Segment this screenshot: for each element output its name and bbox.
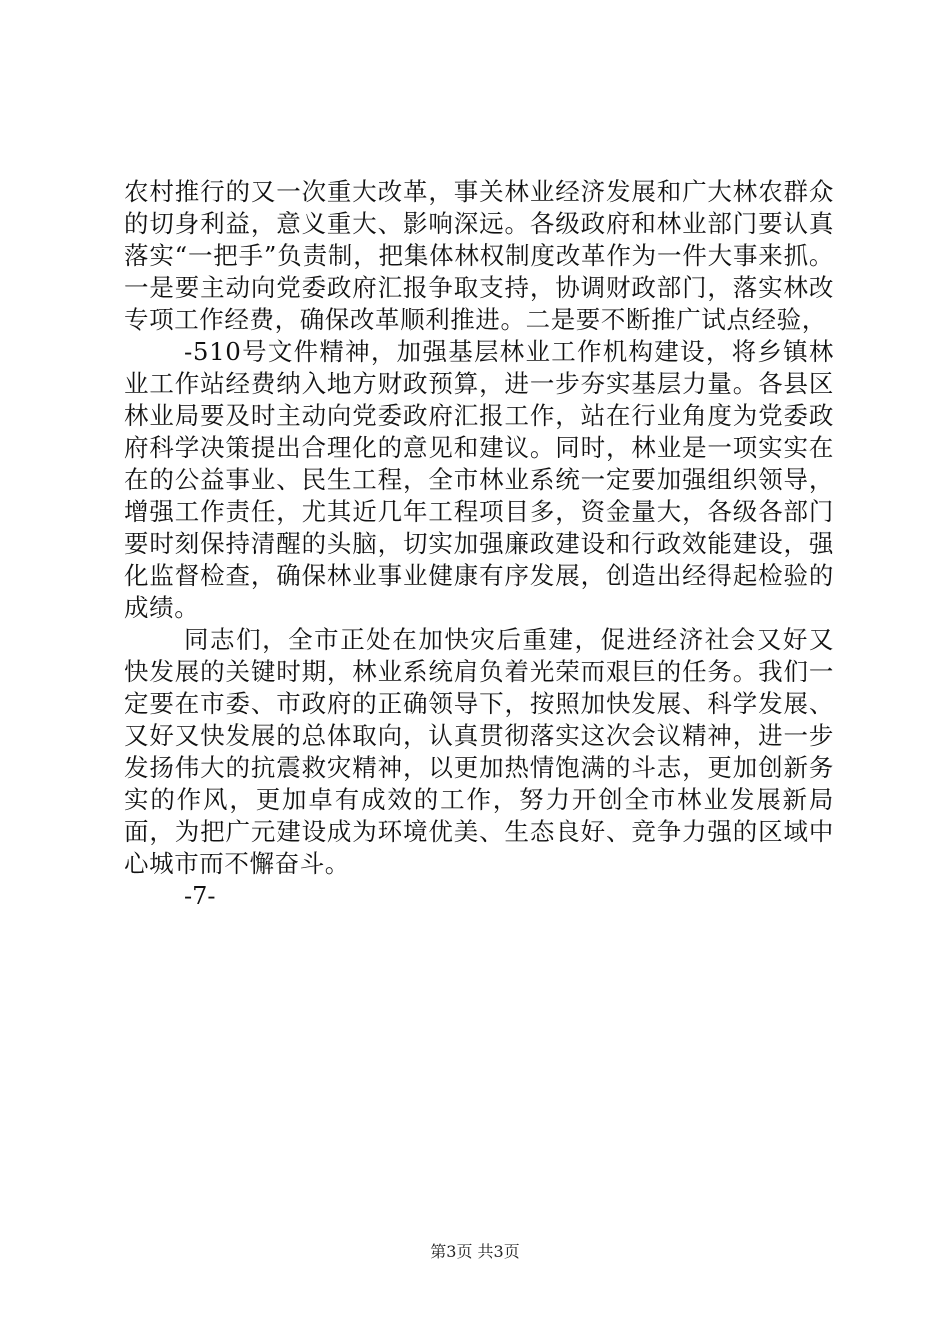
inline-page-number: -7- <box>184 882 216 910</box>
page-footer: 第3页 共3页 <box>430 1242 520 1261</box>
paragraph-3: 同志们，全市正处在加快灾后重建，促进经济社会又好又快发展的关键时期，林业系统肩负着光荣而艰巨的任务。我们一定要在市委、市政府的正确领导下，按照加快发展、科学发展、又好又快发展的总体取向，认真贯彻落实这次会议精神，进一步发扬伟大的抗震救灾精神，以更加热情饱满的斗志，更加创新务实的作风，更加卓有成效的工作，努力开创全市林业发展新局面，为把广元建设成为环境优美、生态良好、竞争力强的区域中心城市而不懈奋斗。 <box>124 625 834 878</box>
paragraph-1: 农村推行的又一次重大改革，事关林业经济发展和广大林农群众的切身利益，意义重大、影响深远。各级政府和林业部门要认真落实“一把手”负责制，把集体林权制度改革作为一件大事来抓。一是要主动向党委政府汇报争取支持，协调财政部门，落实林改专项工作经费，确保改革顺利推进。二是要不断推广试点经验， <box>124 177 834 334</box>
document-body <box>124 176 834 880</box>
paragraph-2: -510号文件精神，加强基层林业工作机构建设，将乡镇林业工作站经费纳入地方财政预算，进一步夯实基层力量。各县区林业局要及时主动向党委政府汇报工作，站在行业角度为党委政府科学决策提出合理化的意见和建议。同时，林业是一项实实在在的公益事业、民生工程，全市林业系统一定要加强组织领导，增强工作责任，尤其近几年工程项目多，资金量大，各级各部门要时刻保持清醒的头脑，切实加强廉政建设和行政效能建设，强化监督检查，确保林业事业健康有序发展，创造出经得起检验的成绩。 <box>124 337 834 622</box>
